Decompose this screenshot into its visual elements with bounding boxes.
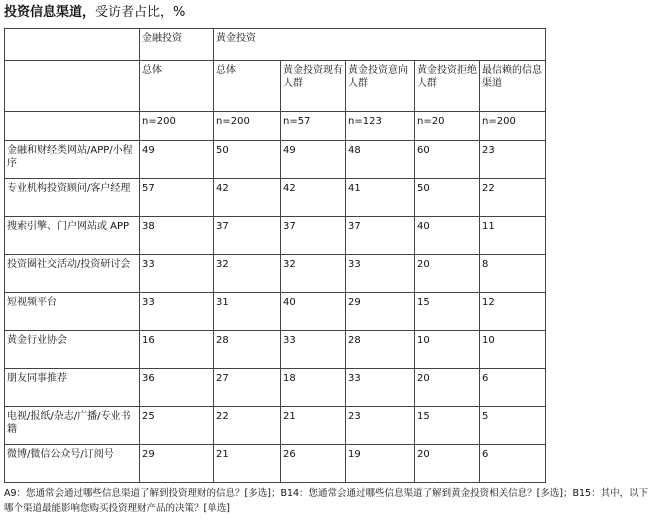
sample-size: n=200 (140, 112, 214, 141)
data-table (4, 28, 546, 483)
table-cell: 21 (214, 445, 281, 483)
table-cell: 50 (415, 179, 480, 217)
title-subtitle: 受访者占比，% (95, 5, 186, 20)
table-cell: 28 (214, 331, 281, 369)
table-row (5, 179, 546, 217)
table-cell: 26 (281, 445, 346, 483)
table-cell: 33 (140, 293, 214, 331)
group-finance: 金融投资 (140, 29, 214, 61)
table-cell: 23 (480, 141, 546, 179)
table-cell: 57 (140, 179, 214, 217)
table-cell: 12 (480, 293, 546, 331)
table-row (5, 293, 546, 331)
table-cell: 40 (415, 217, 480, 255)
table-cell: 32 (281, 255, 346, 293)
row-label: 黄金行业协会 (5, 331, 140, 369)
col-header: 总体 (140, 61, 214, 112)
table-row (5, 217, 546, 255)
table-cell: 42 (214, 179, 281, 217)
col-header: 黄金投资现有人群 (281, 61, 346, 112)
table-cell: 33 (281, 331, 346, 369)
group-gold: 黄金投资 (214, 29, 546, 61)
table-cell: 31 (214, 293, 281, 331)
sample-size: n=57 (281, 112, 346, 141)
table-cell: 16 (140, 331, 214, 369)
table-cell: 33 (346, 255, 415, 293)
col-header: 黄金投资拒绝人群 (415, 61, 480, 112)
group-header-row (5, 29, 546, 61)
table-cell: 37 (214, 217, 281, 255)
table-cell: 29 (140, 445, 214, 483)
row-label: 短视频平台 (5, 293, 140, 331)
table-cell: 15 (415, 293, 480, 331)
sample-blank (5, 112, 140, 141)
row-label: 电视/报纸/杂志/广播/专业书籍 (5, 407, 140, 445)
table-cell: 37 (281, 217, 346, 255)
row-label: 微博/微信公众号/订阅号 (5, 445, 140, 483)
row-label: 专业机构投资顾问/客户经理 (5, 179, 140, 217)
table-cell: 10 (480, 331, 546, 369)
title-bold: 投资信息渠道， (4, 5, 96, 20)
table-cell: 22 (480, 179, 546, 217)
table-row (5, 407, 546, 445)
table-cell: 10 (415, 331, 480, 369)
sample-size: n=123 (346, 112, 415, 141)
table-cell: 40 (281, 293, 346, 331)
table-cell: 50 (214, 141, 281, 179)
sample-size-row (5, 112, 546, 141)
table-row (5, 141, 546, 179)
row-label: 搜索引擎、门户网站或 APP (5, 217, 140, 255)
table-cell: 49 (281, 141, 346, 179)
table-cell: 20 (415, 369, 480, 407)
table-cell: 42 (281, 179, 346, 217)
table-cell: 18 (281, 369, 346, 407)
table-cell: 33 (140, 255, 214, 293)
table-cell: 49 (140, 141, 214, 179)
table-cell: 32 (214, 255, 281, 293)
table-cell: 41 (346, 179, 415, 217)
table-row (5, 255, 546, 293)
table-cell: 19 (346, 445, 415, 483)
table-cell: 21 (281, 407, 346, 445)
row-label: 投资圈社交活动/投资研讨会 (5, 255, 140, 293)
table-cell: 22 (214, 407, 281, 445)
table-cell: 6 (480, 369, 546, 407)
sample-size: n=20 (415, 112, 480, 141)
table-cell: 20 (415, 445, 480, 483)
corner-cell (5, 29, 140, 61)
table-cell: 37 (346, 217, 415, 255)
table-cell: 6 (480, 445, 546, 483)
table-cell: 8 (480, 255, 546, 293)
table-row (5, 331, 546, 369)
table-cell: 5 (480, 407, 546, 445)
table-cell: 25 (140, 407, 214, 445)
table-cell: 11 (480, 217, 546, 255)
col-header: 最信赖的信息渠道 (480, 61, 546, 112)
column-header-row (5, 61, 546, 112)
row-label: 朋友同事推荐 (5, 369, 140, 407)
col-header: 黄金投资意向人群 (346, 61, 415, 112)
footnote: A9：您通常会通过哪些信息渠道了解到投资理财的信息？[多选]；B14：您通常会通过哪些信息渠道了解到黄金投资相关信息？[多选]；B15：其中，以下哪个渠道最能影响您购买投资理财产品的决策？[单选] (4, 488, 649, 514)
table-cell: 36 (140, 369, 214, 407)
table-cell: 15 (415, 407, 480, 445)
table-row (5, 445, 546, 483)
table-cell: 38 (140, 217, 214, 255)
table-row (5, 369, 546, 407)
table-cell: 33 (346, 369, 415, 407)
sample-size: n=200 (214, 112, 281, 141)
page-title (4, 4, 185, 22)
col-header: 总体 (214, 61, 281, 112)
sample-size: n=200 (480, 112, 546, 141)
table-cell: 48 (346, 141, 415, 179)
row-label: 金融和财经类网站/APP/小程序 (5, 141, 140, 179)
table-cell: 28 (346, 331, 415, 369)
table-cell: 60 (415, 141, 480, 179)
table-cell: 23 (346, 407, 415, 445)
table-cell: 29 (346, 293, 415, 331)
table-cell: 27 (214, 369, 281, 407)
header-blank (5, 61, 140, 112)
table-cell: 20 (415, 255, 480, 293)
